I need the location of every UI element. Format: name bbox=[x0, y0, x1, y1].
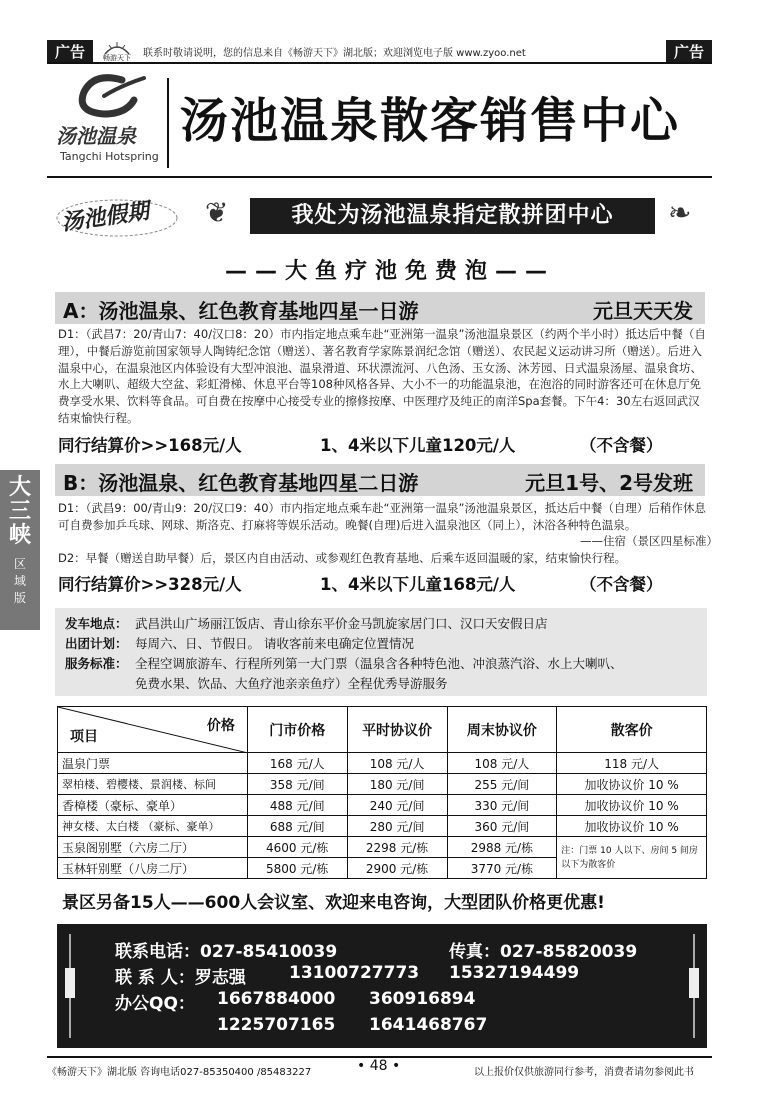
route-b-day1: D1：（武昌9：00/青山9：20/汉口9：40）市内指定地点乘车赴“亚洲第一温泉”汤池温泉景区，抵达后中餐（自理）后稍作休息可自费参加乒乓球、网球、斯洛克、打麻将等娱乐活动。晚餐(自理)后进入温泉池区（同上），沐浴各种特色温泉。 bbox=[58, 501, 706, 532]
phone-row: 联系电话：027-85410039 bbox=[115, 942, 338, 962]
title-rule bbox=[47, 176, 712, 178]
table-row: 神女楼、太白楼 （豪标、豪单） 688 元/间 280 元/间 360 元/间 加收协议价 10 % bbox=[58, 816, 707, 837]
route-a-price-row bbox=[58, 432, 706, 454]
ad-tag-left: 广告 bbox=[47, 40, 93, 64]
page-title: 汤池温泉散客销售中心 bbox=[180, 93, 681, 149]
route-b-price-row bbox=[58, 571, 706, 593]
table-row: 香樟楼（豪标、豪单） 488 元/间 240 元/间 330 元/间 加收协议价 10 % bbox=[58, 795, 707, 816]
route-b-stay: ——住宿（景区四星标准） bbox=[580, 534, 718, 548]
header-guest: 散客价 bbox=[557, 707, 707, 753]
top-bar bbox=[47, 40, 712, 64]
header-retail: 门市价格 bbox=[247, 707, 347, 753]
fax-number[interactable]: 027-85820039 bbox=[500, 942, 638, 962]
qq-2[interactable]: 360916894 bbox=[369, 989, 476, 1009]
route-a-title: A：汤池温泉、红色教育基地四星一日游 bbox=[63, 299, 419, 323]
header-weekend: 周末协议价 bbox=[447, 707, 557, 753]
plan-row: 出团计划： 每周六、日、节假日。 请收客前来电确定位置情况 bbox=[65, 636, 414, 651]
brand-divider bbox=[167, 78, 169, 168]
table-row: 温泉门票 168 元/人 108 元/人 108 元/人 118 元/人 bbox=[58, 753, 707, 774]
depart-row: 发车地点： 武昌洪山广场丽江饭店、青山徐东平价金马凯旋家居门口、汉口天安假日店 bbox=[65, 616, 548, 631]
qq-label: 办公QQ： bbox=[115, 994, 195, 1014]
guest-price-footnote: 注：门票 10 人以下、房间 5 间房以下为散客价 bbox=[557, 837, 707, 879]
contact-box bbox=[57, 924, 707, 1048]
route-b-price: 同行结算价>>328元/人 bbox=[58, 575, 242, 594]
person-row: 联 系 人：罗志强 bbox=[115, 968, 246, 988]
mobile-1[interactable]: 13100727773 bbox=[289, 963, 420, 983]
logo-english-name: Tangchi Hotspring bbox=[60, 150, 159, 163]
right-decoration-block bbox=[689, 968, 699, 998]
mini-logo-icon bbox=[101, 40, 133, 62]
service-row: 服务标准： 全程空调旅游车、行程所列第一大门票（温泉含各种特色池、冲浪蒸汽浴、水上大喇叭、 bbox=[65, 656, 623, 671]
source-notice: 联系时敬请说明，您的信息来自《畅游天下》湖北版；欢迎浏览电子版 www.zyoo.net bbox=[143, 48, 526, 59]
contact-person: 罗志强 bbox=[194, 968, 246, 988]
route-a-child-price: 1、4米以下儿童120元/人 bbox=[320, 436, 516, 455]
route-b-header bbox=[55, 464, 705, 496]
route-a-meal-note: （不含餐） bbox=[580, 436, 663, 455]
fish-pool-subtitle: ——大鱼疗池免费泡—— bbox=[224, 259, 555, 284]
mini-logo-text: 畅游天下 bbox=[103, 54, 131, 62]
table-header-row bbox=[58, 707, 707, 753]
footer-publication: 《畅游天下》湖北版 咨询电话027-85350400 /85483227 bbox=[47, 1067, 312, 1078]
sidebar-region-name: 大 三 峡 bbox=[8, 475, 31, 548]
price-table bbox=[57, 706, 707, 879]
header-weekday: 平时协议价 bbox=[347, 707, 447, 753]
table-corner: 价格 项目 bbox=[58, 707, 248, 753]
route-b-schedule: 元旦1号、2号发班 bbox=[525, 471, 693, 495]
brand-logo bbox=[52, 70, 164, 170]
route-a-description: D1：（武昌7：20/青山7：40/汉口8：20）市内指定地点乘车赴“亚洲第一温泉”汤池温泉景区（约两个半小时）抵达后中餐（自理），中餐后游览前国家领导人陶铸纪念馆（赠送）、著名教育学家陈景润纪念馆（赠送）、农民起义运动讲习所（赠送）。后进入温泉中心，在温泉池区内体验设有大型冲浪池、温泉滑道、环状漂流河、八色汤、玉女汤、沐芳园、日式温泉汤屋、温泉食坊、水上大喇叭、超级大空盆、彩虹滑梯、休息平台等108种风格各异、大小不一的功能温泉池，在泡浴的同时游客还可在休息厅免费享受水果、饮料等食品。可自费在按摩中心接受专业的擦修按摩、中医理疗及纯正的南洋Spa套餐。下午4：30左右返回武汉结束愉快行程。 bbox=[58, 327, 706, 425]
table-row: 玉泉阁别墅（六房二厅） 4600 元/栋 2298 元/栋 2988 元/栋 注：门票 10 人以下、房间 5 间房以下为散客价 bbox=[58, 837, 707, 858]
mobile-2[interactable]: 15327194499 bbox=[449, 963, 580, 983]
route-a-schedule: 元旦天天发 bbox=[593, 299, 693, 323]
page-number: • 48 • bbox=[357, 1058, 401, 1074]
top-rule bbox=[47, 62, 712, 64]
footer-disclaimer: 以上报价仅供旅游同行参考，消费者请勿参阅此书 bbox=[474, 1067, 694, 1078]
route-b-child-price: 1、4米以下儿童168元/人 bbox=[320, 575, 516, 594]
ornament-right-icon: ❧ bbox=[668, 196, 692, 229]
ornament-left-icon: ❦ bbox=[205, 196, 229, 229]
sidebar-edition: 区 域 版 bbox=[13, 557, 26, 605]
ad-tag-right: 广告 bbox=[666, 40, 712, 64]
service-row-continued: 免费水果、饮品、大鱼疗池亲亲鱼疗）全程优秀导游服务 bbox=[135, 676, 448, 691]
route-b-title: B：汤池温泉、红色教育基地四星二日游 bbox=[63, 471, 419, 495]
logo-chinese-name: 汤池温泉 bbox=[56, 124, 136, 148]
route-a-header bbox=[55, 292, 705, 324]
route-b-meal-note: （不含餐） bbox=[580, 575, 663, 594]
meeting-room-note: 景区另备15人——600人会议室、欢迎来电咨询，大型团队价格更优惠! bbox=[62, 893, 605, 913]
phone-number[interactable]: 027-85410039 bbox=[200, 942, 338, 962]
region-sidebar bbox=[0, 470, 40, 630]
left-decoration-block bbox=[65, 968, 75, 998]
qq-1[interactable]: 1667884000 bbox=[217, 989, 336, 1009]
route-b-day2: D2：早餐（赠送自助早餐）后，景区内自由活动、或参观红色教育基地、后乘车返回温暖的家，结束愉快行程。 bbox=[58, 551, 627, 565]
fax-row: 传真：027-85820039 bbox=[449, 942, 638, 962]
table-row: 翠柏楼、碧樱楼、景润楼、标间 358 元/间 180 元/间 255 元/间 加收协议价 10 % bbox=[58, 774, 707, 795]
route-a-price: 同行结算价>>168元/人 bbox=[58, 436, 242, 455]
qq-3[interactable]: 1225707165 bbox=[217, 1015, 336, 1035]
designated-center-banner: 我处为汤池温泉指定散拼团中心 bbox=[250, 198, 655, 234]
tangchi-logo-icon bbox=[64, 70, 154, 122]
qq-4[interactable]: 1641468767 bbox=[369, 1015, 488, 1035]
holiday-label: 汤池假期 bbox=[55, 190, 185, 240]
table-row: 玉林轩别墅（八房二厅） 5800 元/栋 2900 元/栋 3770 元/栋 bbox=[58, 858, 707, 879]
tour-info-box bbox=[55, 608, 707, 696]
